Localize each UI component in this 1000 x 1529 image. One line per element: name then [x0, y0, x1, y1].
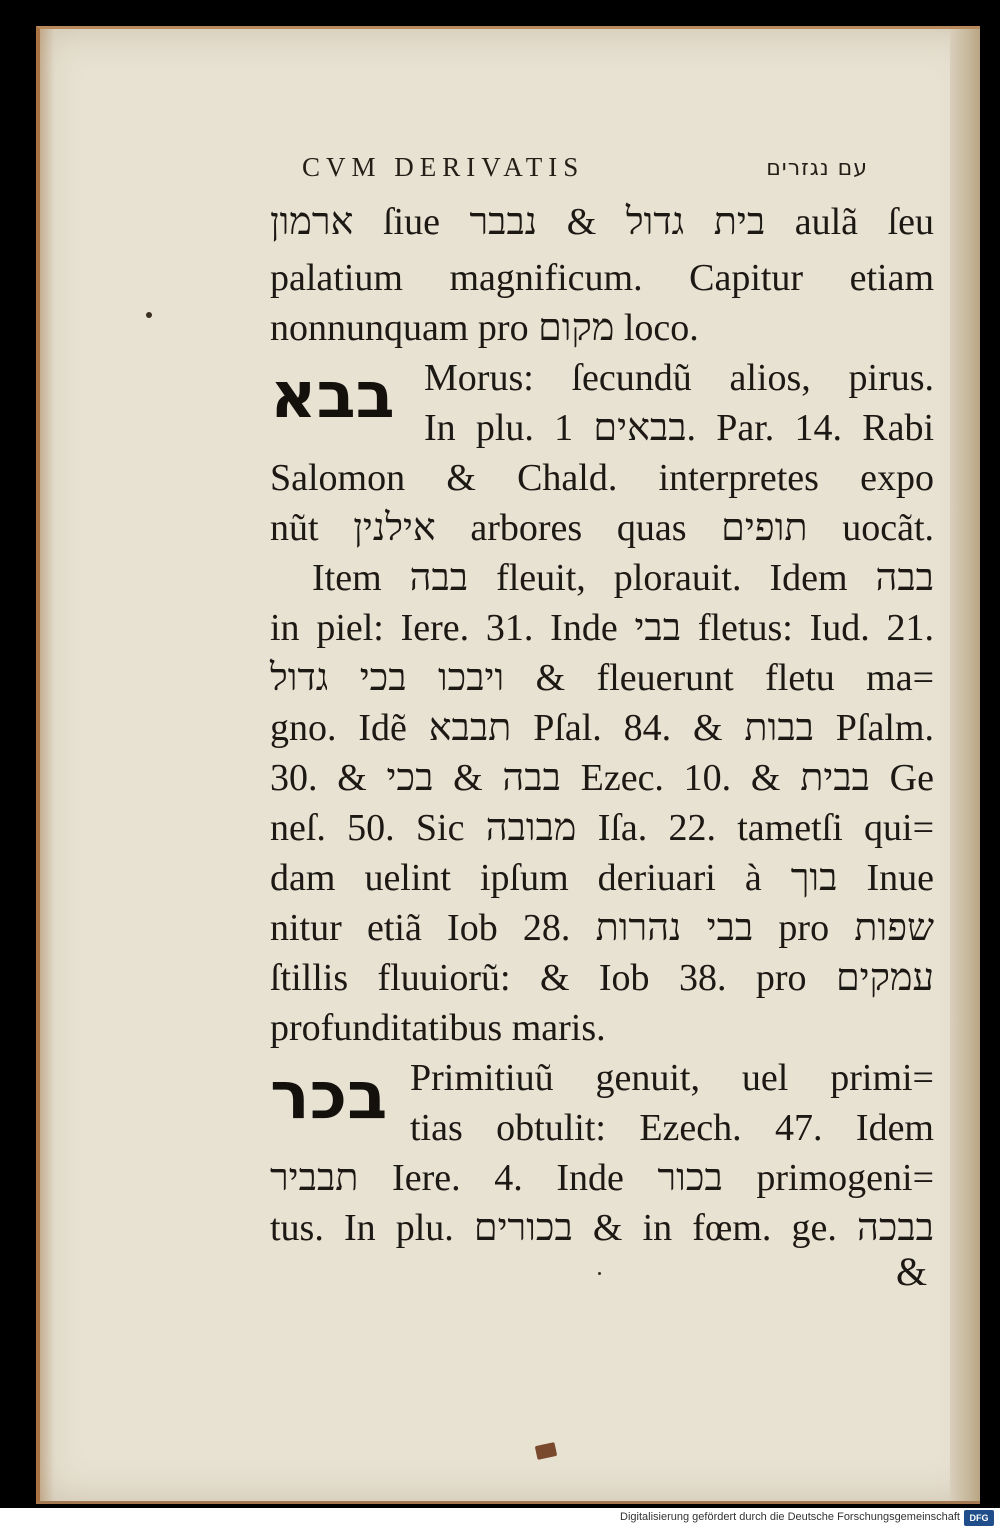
text-line-3: nonnunquam pro מקום loco. [270, 307, 699, 349]
text-line-9: in piel: Iere. 31. Inde בבי fletus: Iud. 21. [270, 607, 934, 649]
text-line-2: palatium magnificum. Capitur etiam [270, 257, 934, 299]
ink-speck [146, 312, 152, 318]
text-line-18: Primitiuũ genuit, uel primi= [410, 1057, 934, 1099]
text-line-19: tias obtulit: Ezech. 47. Idem [410, 1107, 934, 1149]
drop-headword-2: בכר [270, 1057, 388, 1134]
text-line-15: nitur etiã Iob 28. בבי נהרות pro שפות [270, 907, 935, 949]
text-line-5: In plu. בבאים 1. Par. 14. Rabi [424, 407, 935, 449]
text-line-17: profunditatibus maris. [270, 1007, 606, 1049]
text-line-12: 30. & בבה & בכי Ezec. 10. & בבית Ge [270, 757, 934, 799]
spine-shadow [40, 29, 54, 1501]
text-line-14: dam uelint ipſum deriuari à בוך Inue [270, 857, 934, 899]
text-line-7: nũt אילנין arbores quas תופים uocãt. [270, 507, 935, 549]
running-head-latin: CVM DERIVATIS [302, 152, 585, 182]
page-fore-edge [950, 29, 980, 1501]
text-line-6: Salomon & Chald. interpretes expo [270, 457, 934, 499]
text-line-10: ויבכו בכי גדול & fleuerunt fletu ma= [270, 657, 934, 699]
text-line-16: ſtillis fluuiorũ: & Iob 38. pro עמקים [270, 957, 934, 999]
text-line-8: Item בבה fleuit, plorauit. Idem בבה [312, 557, 934, 599]
running-head-hebrew: עם נגזרים [766, 156, 868, 181]
text-line-4: Morus: ſecundũ alios, pirus. [424, 357, 934, 399]
footer-credit: Digitalisierung gefördert durch die Deutsche Forschungsgemeinschaft [620, 1511, 960, 1523]
text-line-21: tus. In plu. בכורים & in fœm. ge. בבכה [270, 1207, 934, 1249]
text-line-20: תבביר Iere. 4. Inde בכור primogeni= [270, 1157, 935, 1199]
dfg-logo-icon: DFG [964, 1510, 994, 1526]
ink-speck [598, 1272, 601, 1275]
running-head [302, 152, 868, 183]
text-line-13: neſ. 50. Sic מבובה Iſa. 22. tametſi qui= [270, 807, 935, 849]
text-line-1: ארמון ſiue בית גדול & נבבר aulã ſeu [270, 201, 935, 243]
catchword: & [896, 1249, 928, 1294]
drop-headword-1: בבא [270, 359, 395, 433]
text-line-11: gno. Idẽ תבבא Pſal. 84. & בבות Pſalm. [270, 707, 934, 749]
